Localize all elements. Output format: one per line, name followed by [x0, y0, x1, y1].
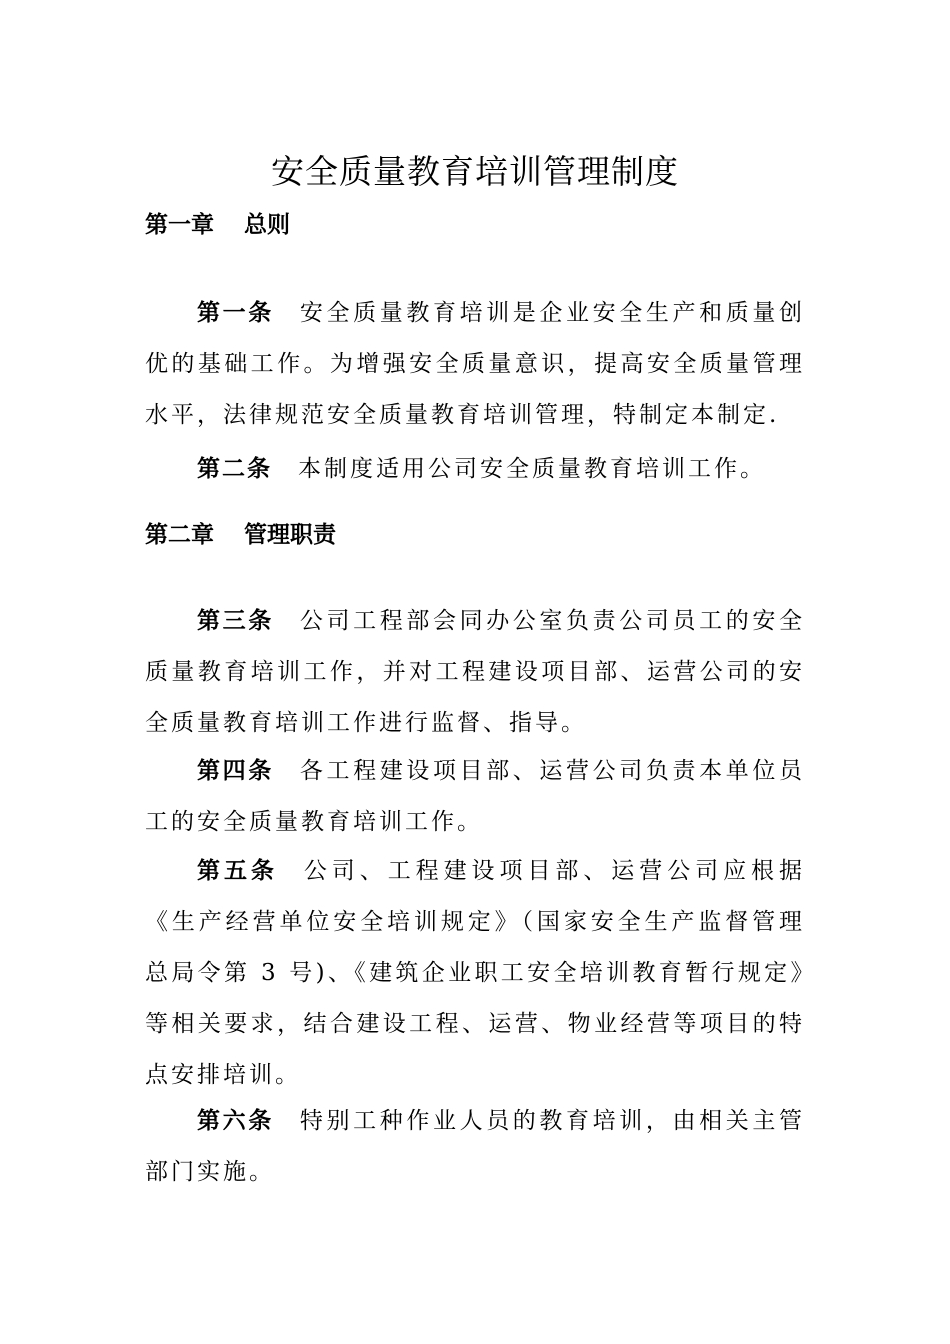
article-label: 第六条 — [197, 1108, 274, 1134]
article-3 — [145, 596, 805, 749]
chapter-number: 第二章 — [145, 522, 214, 548]
article-5 — [145, 846, 805, 1101]
article-1 — [145, 288, 805, 441]
chapter-name: 管理职责 — [244, 522, 336, 548]
chapter-heading-2 — [145, 516, 336, 549]
article-label: 第一条 — [197, 300, 274, 326]
article-text: 各工程建设项目部、运营公司负责本单位员工的安全质量教育培训工作。 — [145, 758, 806, 835]
article-label: 第五条 — [197, 858, 278, 884]
article-6 — [145, 1096, 805, 1198]
article-text: 特别工种作业人员的教育培训，由相关主管部门实施。 — [145, 1108, 806, 1185]
article-label: 第三条 — [197, 608, 274, 634]
article-text: 本制度适用公司安全质量教育培训工作。 — [298, 456, 766, 482]
article-label: 第四条 — [197, 758, 274, 784]
chapter-number: 第一章 — [145, 212, 214, 238]
article-text: 安全质量教育培训是企业安全生产和质量创优的基础工作。为增强安全质量意识，提高安全质量管理水平，法律规范安全质量教育培训管理，特制定本制定. — [145, 300, 806, 428]
document-title: 安全质量教育培训管理制度 — [271, 152, 679, 192]
chapter-name: 总则 — [244, 212, 290, 238]
article-label: 第二条 — [197, 456, 272, 482]
chapter-heading-1 — [145, 206, 290, 239]
article-2 — [145, 444, 805, 495]
article-4 — [145, 746, 805, 848]
article-text: 公司工程部会同办公室负责公司员工的安全质量教育培训工作，并对工程建设项目部、运营公司的安全质量教育培训工作进行监督、指导。 — [145, 608, 806, 736]
article-text: 公司、工程建设项目部、运营公司应根据《生产经营单位安全培训规定》（国家安全生产监督管理总局令第 3 号)、《建筑企业职工安全培训教育暂行规定》等相关要求，结合建设工程、运营、物业经营等项目的特点安排培训。 — [145, 858, 806, 1088]
